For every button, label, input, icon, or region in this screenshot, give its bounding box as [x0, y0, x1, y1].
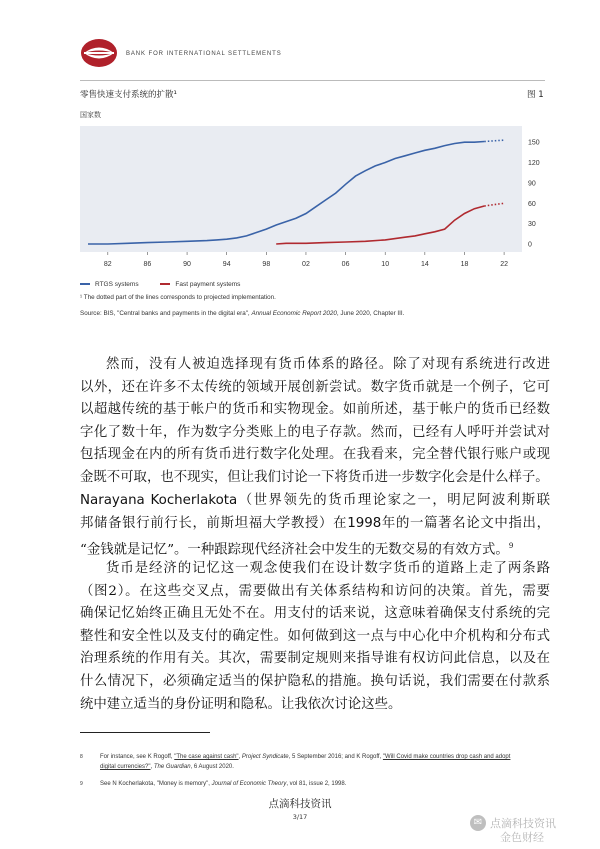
footnote-text-part: , 5 September 2016; and K Rogoff, — [288, 754, 383, 760]
y-tick-label: 60 — [528, 200, 536, 208]
footnote-mark: 9 — [80, 781, 83, 787]
footnote-mark: 8 — [80, 754, 83, 760]
paragraph-3-line: （图2）。在这些交叉点，需要做出有关体系结构和访问的决策。首先，需要 — [80, 583, 550, 599]
x-tick-label: 18 — [460, 261, 469, 268]
x-tick-label: 94 — [222, 261, 231, 268]
wechat-icon: ✉ — [470, 815, 486, 831]
footnote-8 — [80, 752, 520, 772]
footnote-text-part: , vol 81, issue 2, 1998. — [286, 781, 347, 787]
figure-source — [80, 310, 404, 317]
paragraph-2-line — [80, 490, 550, 513]
source-title: Annual Economic Report 2020 — [251, 310, 337, 317]
chart-legend — [80, 280, 260, 288]
footnote-divider — [80, 732, 210, 733]
paragraph-2-text: 邦储备银行前行长，前斯坦福大学教授）在 — [80, 515, 348, 531]
paragraph-3-line: 统中建立适当的身份证明和隐私。让我依次讨论这些。 — [80, 696, 402, 712]
y-tick-label: 0 — [528, 241, 532, 249]
footnote-text-part: , 6 August 2020. — [190, 764, 234, 770]
paragraph-2-text: （世界领先的货币理论家之一，明尼阿波利斯联 — [237, 493, 550, 508]
x-tick-label: 98 — [262, 261, 271, 268]
author-name: Narayana Kocherlakota — [80, 493, 238, 508]
footnote-ref-9[interactable]: 9 — [508, 542, 514, 551]
x-tick-label: 10 — [381, 261, 390, 268]
paragraph-3-line: 货币是经济的记忆这一观念使我们在设计数字货币的道路上走了两条路 — [106, 561, 550, 576]
paragraph-2-line — [80, 513, 550, 536]
footnote-journal: Journal of Economic Theory — [211, 781, 287, 787]
legend-item-rtgs — [80, 281, 139, 288]
paragraph-2 — [80, 490, 550, 562]
paragraph-1-line: 包括现金在内的所有货币进行数字化处理。在我看来，完全替代银行账户或现 — [80, 447, 550, 463]
paragraph-2-text: “金钱就是记忆”。一种跟踪现代经济社会中发生的无数交易的有效方式。 — [80, 542, 509, 558]
footnote-text-part: For instance, see K Rogoff, — [100, 754, 175, 760]
legend-label-rtgs: RTGS systems — [95, 280, 139, 288]
paragraph-1-line: 字化了数十年，作为数字分类账上的电子存款。然而，已经有人呼吁并尝试对 — [80, 424, 550, 440]
x-tick-label: 02 — [302, 261, 310, 268]
diffusion-line-chart — [80, 126, 550, 276]
y-tick-label: 90 — [528, 180, 536, 188]
bank-name: BANK FOR INTERNATIONAL SETTLEMENTS — [126, 51, 282, 57]
y-tick-label: 120 — [528, 160, 540, 168]
x-tick-label: 06 — [341, 261, 350, 268]
paragraph-3 — [80, 558, 550, 716]
paragraph-1-line: 以外，还在许多不太传统的领域开展创新尝试。数字货币就是一个例子，它可 — [80, 379, 550, 395]
legend-item-fast-payment — [160, 281, 240, 288]
footnote-text-part: See N Kocherlakota, "Money is memory", — [100, 781, 212, 787]
paragraph-3-line: 治理系统的作用有关。其次，需要制定规则来指导谁有权访问此信息，以及在 — [80, 651, 550, 667]
footnote-text — [92, 779, 520, 789]
watermark-2: 金色财经 — [500, 831, 544, 844]
paragraph-3-line: 确保记忆始终正确且无处不在。用支付的话来说，这意味着确保支付系统的完 — [80, 606, 550, 622]
x-tick-label: 82 — [103, 261, 112, 268]
x-tick-label: 90 — [183, 261, 191, 268]
footer-publisher: 点滴科技资讯 — [268, 798, 332, 810]
legend-swatch-fast-payment — [160, 283, 170, 285]
footnote-link[interactable]: "Will Covid make countries drop cash and adopt digital currencies?" — [100, 754, 511, 770]
legend-label-fast-payment: Fast payment systems — [175, 280, 241, 288]
figure-title: 零售快速支付系统的扩散¹ — [80, 90, 177, 100]
source-suffix: , June 2020, Chapter III. — [336, 310, 405, 317]
paragraph-3-line: 整性和安全性以及支付的确定性。如何做到这一点与中心化中介机构和分布式 — [80, 628, 550, 644]
bis-logo-icon — [80, 38, 118, 68]
paragraph-3-line: 什么情况下，必须确定适当的保护隐私的措施。换句话说，我们需要在付款系 — [80, 673, 550, 689]
footnote-text-part: , — [150, 764, 154, 770]
figure-footnote: ¹ The dotted part of the lines corresponds to projected implementation. — [80, 294, 276, 301]
footnote-link[interactable]: "The case against cash" — [174, 754, 239, 760]
figure-unit-label: 国家数 — [80, 111, 101, 119]
footnote-9 — [80, 779, 520, 789]
paragraph-1 — [80, 354, 550, 490]
x-tick-label: 86 — [143, 261, 152, 268]
paragraph-2-text: 年的一篇著名论文中指出， — [381, 515, 551, 531]
plot-background — [80, 126, 522, 252]
x-tick-label: 14 — [420, 261, 429, 268]
footnote-journal: Project Syndicate — [241, 754, 289, 760]
paper-year: 1998 — [347, 515, 382, 531]
page-number: 3/17 — [292, 813, 308, 821]
paragraph-1-line: 然而，没有人被迫选择现有货币体系的路径。除了对现有系统进行改进 — [106, 357, 550, 372]
x-tick-label: 22 — [500, 261, 508, 268]
source-prefix: Source: BIS, "Central banks and payments in the digital era", — [80, 310, 252, 317]
paragraph-1-line: 以超越传统的基于帐户的货币和实物现金。如前所述，基于帐户的货币已经数 — [80, 402, 550, 418]
paragraph-1-line: 金既不可取，也不现实，但让我们讨论一下将货币进一步数字化会是什么样子。 — [80, 469, 549, 485]
legend-swatch-rtgs — [80, 283, 90, 285]
y-tick-label: 150 — [528, 139, 540, 147]
footnote-text-part: , — [238, 754, 242, 760]
y-tick-label: 30 — [528, 221, 536, 229]
figure-number: 图 1 — [527, 90, 544, 100]
watermark-1-text: 点滴科技资讯 — [490, 817, 556, 830]
footnote-text — [92, 752, 520, 772]
header-divider — [80, 80, 545, 81]
footnote-journal: The Guardian — [153, 764, 191, 770]
